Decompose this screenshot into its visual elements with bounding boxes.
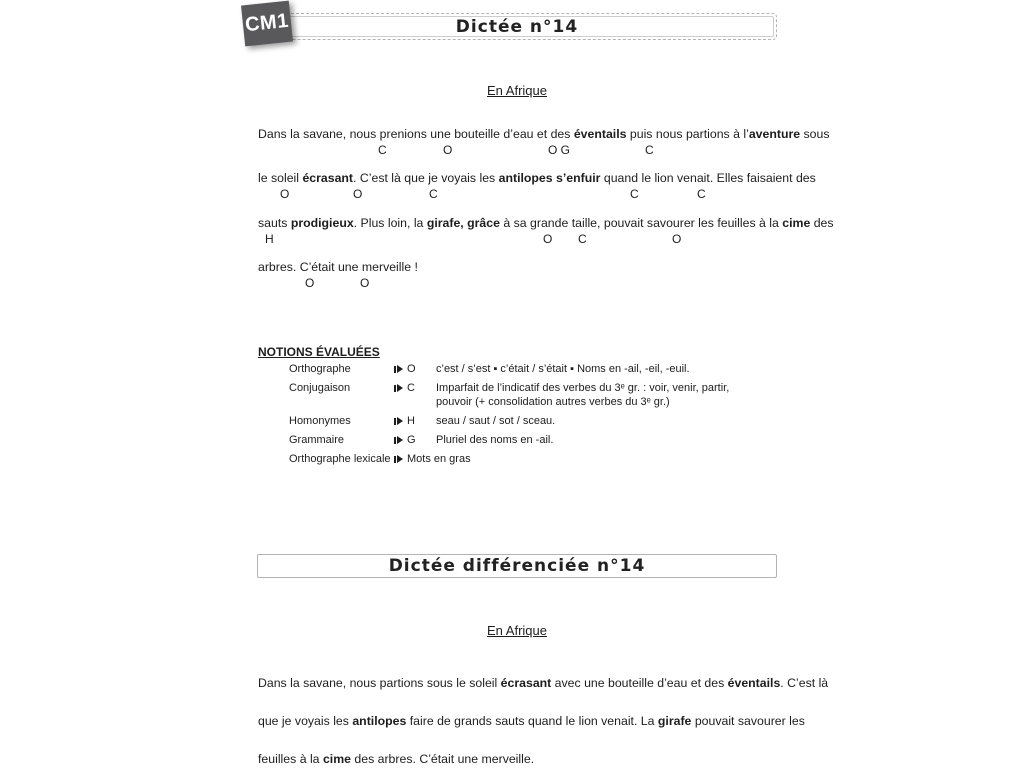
notions-section [258,345,778,470]
notion-label: Conjugaison [289,382,351,394]
notion-code: G [407,434,416,446]
text-segment-bold: écrasant [302,171,354,185]
notion-row-conjugaison [289,381,769,409]
text-segment-bold: éventails [727,676,781,690]
dictation-line-text [258,714,805,729]
dictation2-text [258,676,829,768]
text-segment: Dans la savane, nous partions sous le soleil [258,676,501,690]
text-segment: faire de grands sauts quand le lion venait. La [406,714,658,728]
notion-row-grammaire [289,433,769,447]
text-segment-bold: girafe [657,714,692,728]
notion-label: Grammaire [289,434,345,446]
annotation-code: H [265,232,274,246]
text-segment: . C’est là [780,676,829,690]
text-segment: le soleil [258,171,303,185]
annotation-row [258,276,798,291]
text-segment-bold: aventure [748,127,801,141]
notion-label: Homonymes [289,415,351,427]
annotation-row [258,143,798,158]
notion-label: Orthographe lexicale [289,453,391,465]
text-segment: des [810,216,834,230]
notion-code: O [407,363,416,375]
dictation1-line-1 [258,127,830,158]
annotation-code: O G [548,143,571,157]
dictation-line-text [258,127,830,142]
notions-heading: NOTIONS ÉVALUÉES [258,345,380,359]
arrow-icon [394,452,403,466]
annotation-code: C [429,187,438,201]
text-segment-bold: antilopes [352,714,407,728]
arrow-icon [394,433,403,447]
grade-level-badge: CM1 [241,1,293,47]
text-segment: arbres. C’était une merveille ! [258,260,418,274]
annotation-row [258,232,798,247]
text-segment-bold: éventails [573,127,627,141]
differentiated-dictation-title: Dictée différenciée n°14 [388,556,646,576]
arrow-icon [394,381,403,395]
text-segment: quand le lion venait. Elles faisaient des [600,171,816,185]
text-segment-bold: cime [782,216,811,230]
notion-row-homonymes [289,414,769,428]
dictation-title: Dictée n°14 [455,16,579,37]
arrow-icon [394,362,403,376]
annotation-code: O [353,187,363,201]
text-segment-bold: cime [322,752,351,766]
dictation1-line-3 [258,216,834,247]
notion-description: Mots en gras [407,453,471,465]
text-segment: feuilles à la [258,752,323,766]
dictation2-heading: En Afrique [487,623,547,638]
annotation-code: C [697,187,706,201]
text-segment: . C’est là que je voyais les [353,171,499,185]
dictation1-text [258,127,834,307]
annotation-code: C [645,143,654,157]
notion-code: H [407,415,415,427]
dictation-line-text [258,216,834,231]
dictation2-line-2 [258,714,805,729]
notion-label: Orthographe [289,363,351,375]
annotation-code: C [578,232,587,246]
text-segment: avec une bouteille d’eau et des [551,676,728,690]
notion-code: C [407,382,415,394]
dictation2-line-3 [258,752,798,767]
notion-description: Imparfait de l’indicatif des verbes du 3ᵉ gr. : voir, venir, partir, pouvoir (+ consolidation autres verbes du 3ᵉ gr.) [436,382,730,408]
text-segment: que je voyais les [258,714,353,728]
text-segment: sauts [258,216,291,230]
text-segment: . Plus loin, la [353,216,427,230]
text-segment-bold: antilopes s’enfuir [498,171,601,185]
text-segment: pouvait savourer les [691,714,805,728]
text-segment: puis nous partions à l’ [626,127,749,141]
dictation-line-text [258,260,798,275]
annotation-code: O [443,143,453,157]
annotation-code: C [630,187,639,201]
dictation1-line-2 [258,171,816,202]
notion-description: seau / saut / sot / sceau. [436,415,556,427]
text-segment: sous [800,127,830,141]
notion-description: Pluriel des noms en -ail. [436,434,554,446]
annotation-code: O [672,232,682,246]
arrow-icon [394,414,403,428]
text-segment-bold: girafe, grâce [426,216,500,230]
text-segment-bold: écrasant [500,676,552,690]
dictation-title-box [257,13,777,40]
notion-description: c’est / s’est ▪ c’était / s’était ▪ Noms en -ail, -eil, -euil. [436,363,690,375]
dictation1-heading: En Afrique [487,83,547,98]
annotation-code: C [378,143,387,157]
dictation1-line-4 [258,260,798,291]
dictation-line-text [258,752,798,767]
annotation-row [258,187,798,202]
dictation2-line-1 [258,676,829,691]
dictation-line-text [258,171,816,186]
text-segment-bold: prodigieux [290,216,354,230]
notion-row-orthographe-lexicale [289,452,769,466]
annotation-code: O [543,232,553,246]
annotation-code: O [280,187,290,201]
notion-row-orthographe [289,362,769,376]
text-segment: des arbres. C’était une merveille. [350,752,535,766]
dictation-line-text [258,676,829,691]
text-segment: à sa grande taille, pouvait savourer les feuilles à la [499,216,783,230]
differentiated-dictation-title-box [257,554,777,578]
annotation-code: O [305,276,315,290]
dictation-title-inner-frame [260,16,774,37]
text-segment: Dans la savane, nous prenions une bouteille d’eau et des [258,127,574,141]
annotation-code: O [360,276,370,290]
